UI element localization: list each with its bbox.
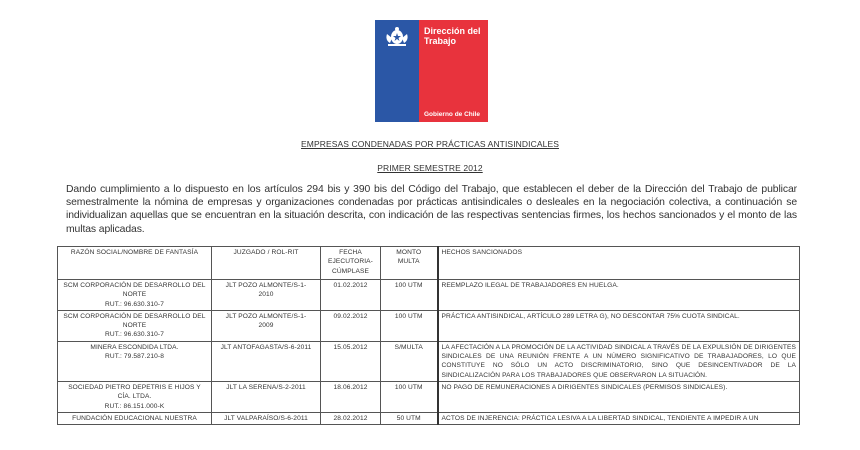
- razon-line2: CÍA. LTDA.: [117, 393, 152, 401]
- header-fecha-line1: FECHA: [339, 249, 362, 256]
- header-monto: [381, 247, 438, 280]
- cell-hechos: PRÁCTICA ANTISINDICAL, ARTÍCULO 289 LETRA G), NO DESCONTAR 75% CUOTA SINDICAL.: [438, 310, 800, 341]
- juzgado-line1: JLT POZO ALMONTE/S-1-: [225, 282, 307, 289]
- cell-juzgado: [212, 310, 321, 341]
- logo-red-panel: [419, 20, 488, 122]
- cell-monto: S/MULTA: [381, 341, 438, 381]
- cell-fecha: 01.02.2012: [321, 280, 381, 311]
- header-fecha: [321, 247, 381, 280]
- logo-blue-panel: [375, 20, 419, 122]
- document-title: EMPRESAS CONDENADAS POR PRÁCTICAS ANTISINDICALES: [301, 139, 559, 149]
- razon-line2: NORTE: [122, 291, 147, 299]
- cell-juzgado: JLT ANTOFAGASTA/S-6-2011: [212, 341, 321, 381]
- razon-line1: SOCIEDAD PIETRO DEPETRIS E HIJOS Y: [68, 384, 201, 392]
- cell-monto: 100 UTM: [381, 310, 438, 341]
- table-row: [58, 412, 800, 424]
- header-fecha-line2: EJECUTORIA-: [328, 258, 373, 266]
- logo-brand-line1: Dirección del: [424, 26, 481, 36]
- direccion-del-trabajo-logo: [375, 20, 488, 122]
- header-juzgado: JUZGADO / ROL-RIT: [212, 247, 321, 280]
- table-row: [58, 310, 800, 341]
- coat-of-arms-icon: [384, 26, 410, 48]
- cell-monto: 100 UTM: [381, 280, 438, 311]
- cell-razon-social: [58, 382, 212, 413]
- header-fecha-line3: CÚMPLASE: [331, 267, 370, 275]
- juzgado-line2: 2010: [258, 291, 274, 299]
- razon-line1: SCM CORPORACIÓN DE DESARROLLO DEL: [63, 282, 206, 289]
- cell-fecha: 15.05.2012: [321, 341, 381, 381]
- table-row: [58, 280, 800, 311]
- header-razon-social: RAZÓN SOCIAL/NOMBRE DE FANTASÍA: [58, 247, 212, 280]
- rut: RUT.: 96.630.310-7: [105, 300, 164, 308]
- cell-monto: 100 UTM: [381, 382, 438, 413]
- cell-fecha: 09.02.2012: [321, 310, 381, 341]
- cell-razon-social: [58, 280, 212, 311]
- rut: RUT.: 86.151.000-K: [104, 402, 165, 410]
- document-subtitle: PRIMER SEMESTRE 2012: [377, 163, 483, 173]
- header-hechos: HECHOS SANCIONADOS: [438, 247, 800, 280]
- cell-razon-social: [58, 310, 212, 341]
- intro-paragraph: Dando cumplimiento a lo dispuesto en los artículos 294 bis y 390 bis del Código del Trabajo, que establecen el deber de la Dirección del Trabajo de publicar semestralmente la nómina de empresas y organizaciones condenadas por prácticas antisindicales o desleales en la negociación colectiva, a continuación se individualizan aquellas que se encuentran en la situación descrita, con indicación de las respectivas sentencias firmes, los hechos sancionados y el monto de las multas aplicadas.: [66, 184, 797, 235]
- cell-monto: 50 UTM: [381, 412, 438, 424]
- logo-brand-line2: Trabajo: [424, 36, 457, 46]
- cell-fecha: 28.02.2012: [321, 412, 381, 424]
- razon-line1: MINERA ESCONDIDA LTDA.: [90, 343, 179, 351]
- cell-hechos: ACTOS DE INJERENCIA: PRÁCTICA LESIVA A LA LIBERTAD SINDICAL, TENDIENTE A IMPEDIR A UN: [438, 412, 800, 424]
- table-row: [58, 341, 800, 381]
- header-monto-line2: MULTA: [397, 258, 420, 266]
- cell-fecha: 18.06.2012: [321, 382, 381, 413]
- cell-juzgado: JLT VALPARAÍSO/S-6-2011: [212, 412, 321, 424]
- table-header-row: [58, 247, 800, 280]
- header-monto-line1: MONTO: [396, 249, 422, 256]
- juzgado-line1: JLT POZO ALMONTE/S-1-: [225, 312, 307, 320]
- cell-hechos: LA AFECTACIÓN A LA PROMOCIÓN DE LA ACTIVIDAD SINDICAL A TRAVÉS DE LA EXPULSIÓN DE DIRIGENTES SINDICALES DE UNA REUNIÓN FRENTE A UN NÚMERO SIGNIFICATIVO DE TRABAJADORES, LO QUE CONSTITUYE NO SÓLO UN ACTO DISCRIMINATORIO, SINO QUE DESINCENTIVADOR DE LA SINDICALIZACIÓN PARA LOS TRABAJADORES QUE OBSERVARON LA SITUACIÓN.: [438, 341, 800, 381]
- cell-razon-social: [58, 341, 212, 381]
- cell-hechos: NO PAGO DE REMUNERACIONES A DIRIGENTES SINDICALES (PERMISOS SINDICALES).: [438, 382, 800, 413]
- rut: RUT.: 79.587.210-8: [105, 353, 164, 361]
- razon-line1: SCM CORPORACIÓN DE DESARROLLO DEL: [63, 312, 206, 320]
- cell-juzgado: JLT LA SERENA/S-2-2011: [212, 382, 321, 413]
- cell-hechos: REEMPLAZO ILEGAL DE TRABAJADORES EN HUELGA.: [438, 280, 800, 311]
- rut: RUT.: 96.630.310-7: [105, 331, 164, 339]
- sanctions-table: [57, 246, 800, 425]
- table-row: [58, 382, 800, 413]
- cell-juzgado: [212, 280, 321, 311]
- logo-government: Gobierno de Chile: [424, 111, 480, 118]
- razon-line2: NORTE: [122, 322, 147, 330]
- juzgado-line2: 2009: [258, 322, 274, 330]
- cell-razon-social: FUNDACIÓN EDUCACIONAL NUESTRA: [58, 412, 212, 424]
- logo-brand-name: [424, 26, 481, 46]
